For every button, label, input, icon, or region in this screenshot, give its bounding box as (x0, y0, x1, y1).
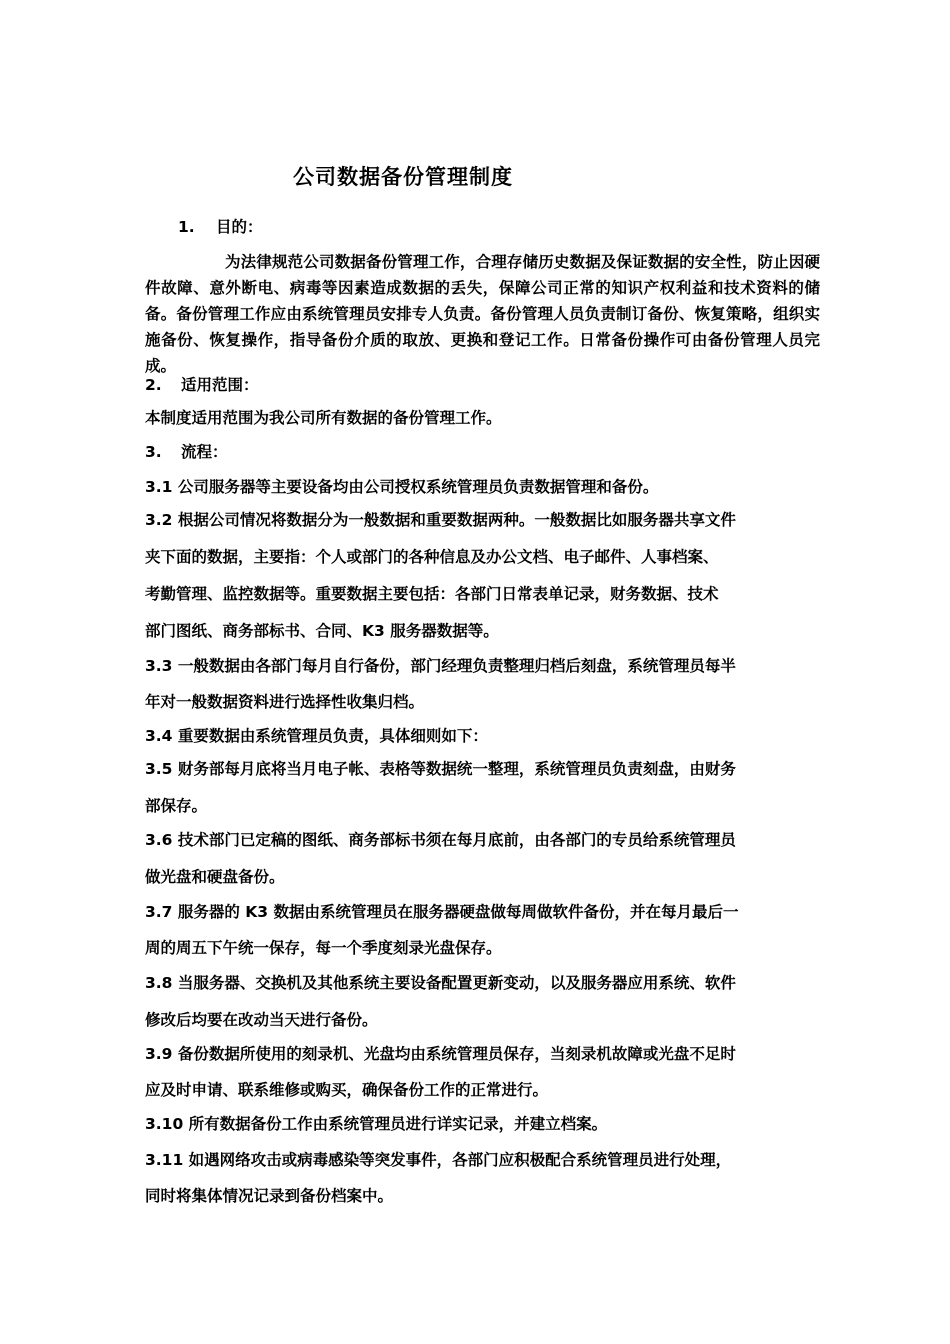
procedure-line: 同时将集体情况记录到备份档案中。 (145, 1187, 394, 1205)
section-1-title: 目的： (216, 218, 263, 236)
section-3-heading (145, 442, 228, 462)
procedure-line: 3.2 根据公司情况将数据分为一般数据和重要数据两种。一般数据比如服务器共享文件 (145, 511, 736, 529)
section-2-title: 适用范围： (181, 376, 259, 394)
procedure-line: 3.10 所有数据备份工作由系统管理员进行详实记录，并建立档案。 (145, 1115, 608, 1133)
section-2-heading (145, 375, 259, 395)
procedure-line: 3.1 公司服务器等主要设备均由公司授权系统管理员负责数据管理和备份。 (145, 478, 659, 496)
procedure-line: 周的周五下午统一保存，每一个季度刻录光盘保存。 (145, 939, 502, 957)
procedure-line: 做光盘和硬盘备份。 (145, 868, 285, 886)
section-1-body: 为法律规范公司数据备份管理工作，合理存储历史数据及保证数据的安全性，防止因硬件故障、意外断电、病毒等因素造成数据的丢失，保障公司正常的知识产权利益和技术资料的储备。备份管理工作应由系统管理员安排专人负责。备份管理人员负责制订备份、恢复策略，组织实施备份、恢复操作，指导备份介质的取放、更换和登记工作。日常备份操作可由备份管理人员完成。 (145, 253, 820, 375)
section-3-number: 3. (145, 443, 162, 461)
procedure-line: 3.4 重要数据由系统管理员负责，具体细则如下： (145, 727, 488, 745)
procedure-line: 考勤管理、监控数据等。重要数据主要包括：各部门日常表单记录，财务数据、技术 (145, 585, 719, 603)
procedure-line: 3.8 当服务器、交换机及其他系统主要设备配置更新变动，以及服务器应用系统、软件 (145, 974, 736, 992)
procedure-line: 3.11 如遇网络攻击或病毒感染等突发事件，各部门应积极配合系统管理员进行处理， (145, 1151, 732, 1169)
procedure-line: 3.5 财务部每月底将当月电子帐、表格等数据统一整理，系统管理员负责刻盘，由财务 (145, 760, 736, 778)
procedure-line: 修改后均要在改动当天进行备份。 (145, 1011, 378, 1029)
procedure-line: 3.6 技术部门已定稿的图纸、商务部标书须在每月底前，由各部门的专员给系统管理员 (145, 831, 736, 849)
section-2-body: 本制度适用范围为我公司所有数据的备份管理工作。 (145, 409, 502, 427)
procedure-line: 夹下面的数据，主要指：个人或部门的各种信息及办公文档、电子邮件、人事档案、 (145, 548, 719, 566)
section-2-number: 2. (145, 376, 162, 394)
section-1-number: 1. (178, 218, 195, 236)
section-1-heading (178, 217, 263, 237)
section-3-title: 流程： (181, 443, 228, 461)
procedure-line: 3.7 服务器的 K3 数据由系统管理员在服务器硬盘做每周做软件备份，并在每月最后一 (145, 903, 739, 921)
procedure-line: 部门图纸、商务部标书、合同、K3 服务器数据等。 (145, 622, 499, 640)
document-title: 公司数据备份管理制度 (293, 165, 513, 189)
procedure-line: 部保存。 (145, 797, 208, 815)
procedure-line: 3.3 一般数据由各部门每月自行备份，部门经理负责整理归档后刻盘，系统管理员每半 (145, 657, 736, 675)
procedure-line: 应及时申请、联系维修或购买，确保备份工作的正常进行。 (145, 1081, 549, 1099)
procedure-line: 年对一般数据资料进行选择性收集归档。 (145, 693, 425, 711)
procedure-line: 3.9 备份数据所使用的刻录机、光盘均由系统管理员保存，当刻录机故障或光盘不足时 (145, 1045, 736, 1063)
